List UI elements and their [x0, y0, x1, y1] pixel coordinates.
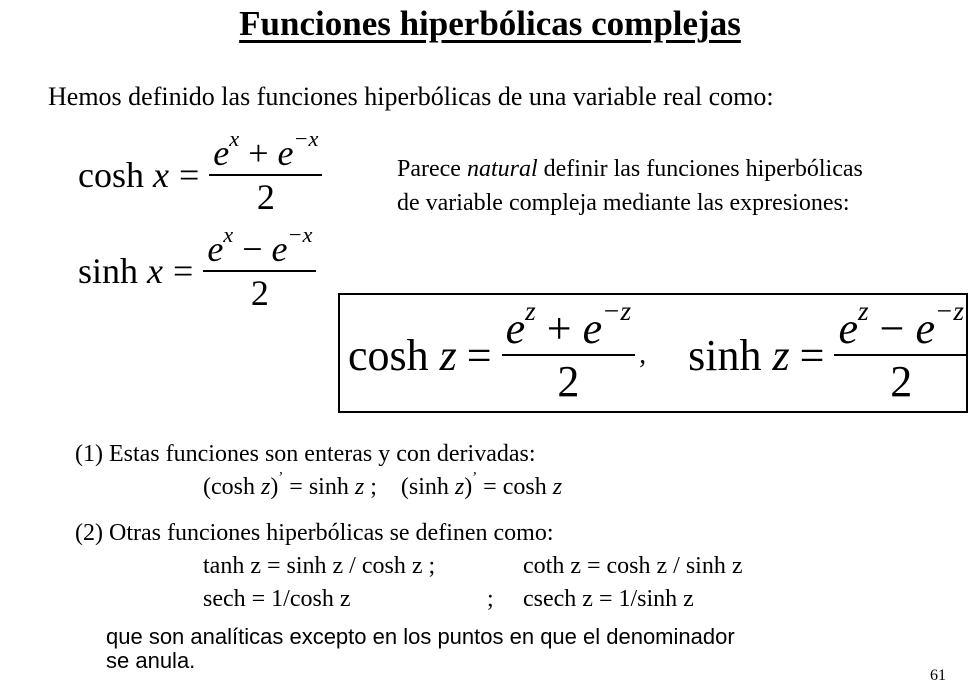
fraction	[203, 222, 316, 314]
fraction-numerator: $e^x + e^{-x}$	[213, 126, 319, 173]
equals-sign: =	[799, 330, 825, 380]
cosh-label: cosh x	[78, 155, 169, 195]
remark-line-1: que son analíticas excepto en los puntos en que el denominador	[106, 624, 735, 649]
complex-definitions-box	[338, 293, 968, 413]
sech-csech-line	[203, 586, 903, 616]
complex-formulas	[348, 295, 968, 407]
page-number: 61	[930, 667, 946, 684]
cosh-complex-label: cosh z	[348, 330, 457, 380]
fraction-denominator: 2	[890, 357, 913, 406]
sinh-real-formula	[78, 222, 316, 314]
point-2-heading: (2) Otras funciones hiperbólicas se definen como:	[75, 520, 554, 546]
sinh-label: sinh x	[78, 251, 163, 291]
equals-sign: =	[466, 330, 492, 380]
sech-definition: sech = 1/cosh z	[203, 586, 351, 612]
fraction-denominator: 2	[250, 273, 269, 313]
derivatives-line: (cosh z)’ = sinh z ; (sinh z)’ = cosh z	[203, 469, 563, 500]
fraction	[834, 295, 968, 407]
fraction	[209, 126, 322, 218]
comma: ,	[639, 339, 647, 370]
separator: ;	[487, 586, 494, 612]
tanh-definition: tanh z = sinh z / cosh z ;	[203, 553, 436, 579]
remark-line-2: se anula.	[106, 648, 196, 673]
sinh-complex-label: sinh z	[688, 330, 790, 380]
slide-title: Funciones hiperbólicas complejas	[239, 4, 741, 43]
fraction	[502, 295, 636, 407]
fraction-numerator: $e^z - e^{-z}$	[838, 295, 964, 353]
equals-sign: =	[173, 251, 194, 291]
tanh-coth-line	[203, 553, 903, 583]
cosh-real-formula	[78, 126, 322, 218]
fraction-numerator: $e^z + e^{-z}$	[505, 295, 632, 353]
fraction-denominator: 2	[256, 177, 275, 217]
motivation-note: Parece natural definir las funciones hiperbólicas de variable compleja mediante las expresiones:	[397, 156, 863, 216]
intro-text: Hemos definido las funciones hiperbólicas de una variable real como:	[48, 82, 774, 111]
fraction-numerator: $e^x - e^{-x}$	[207, 222, 313, 269]
point-1-heading: (1) Estas funciones son enteras y con derivadas:	[75, 441, 536, 467]
equals-sign: =	[178, 155, 200, 195]
fraction-denominator: 2	[557, 357, 580, 406]
csech-definition: csech z = 1/sinh z	[523, 586, 694, 612]
coth-definition: coth z = cosh z / sinh z	[523, 553, 743, 579]
